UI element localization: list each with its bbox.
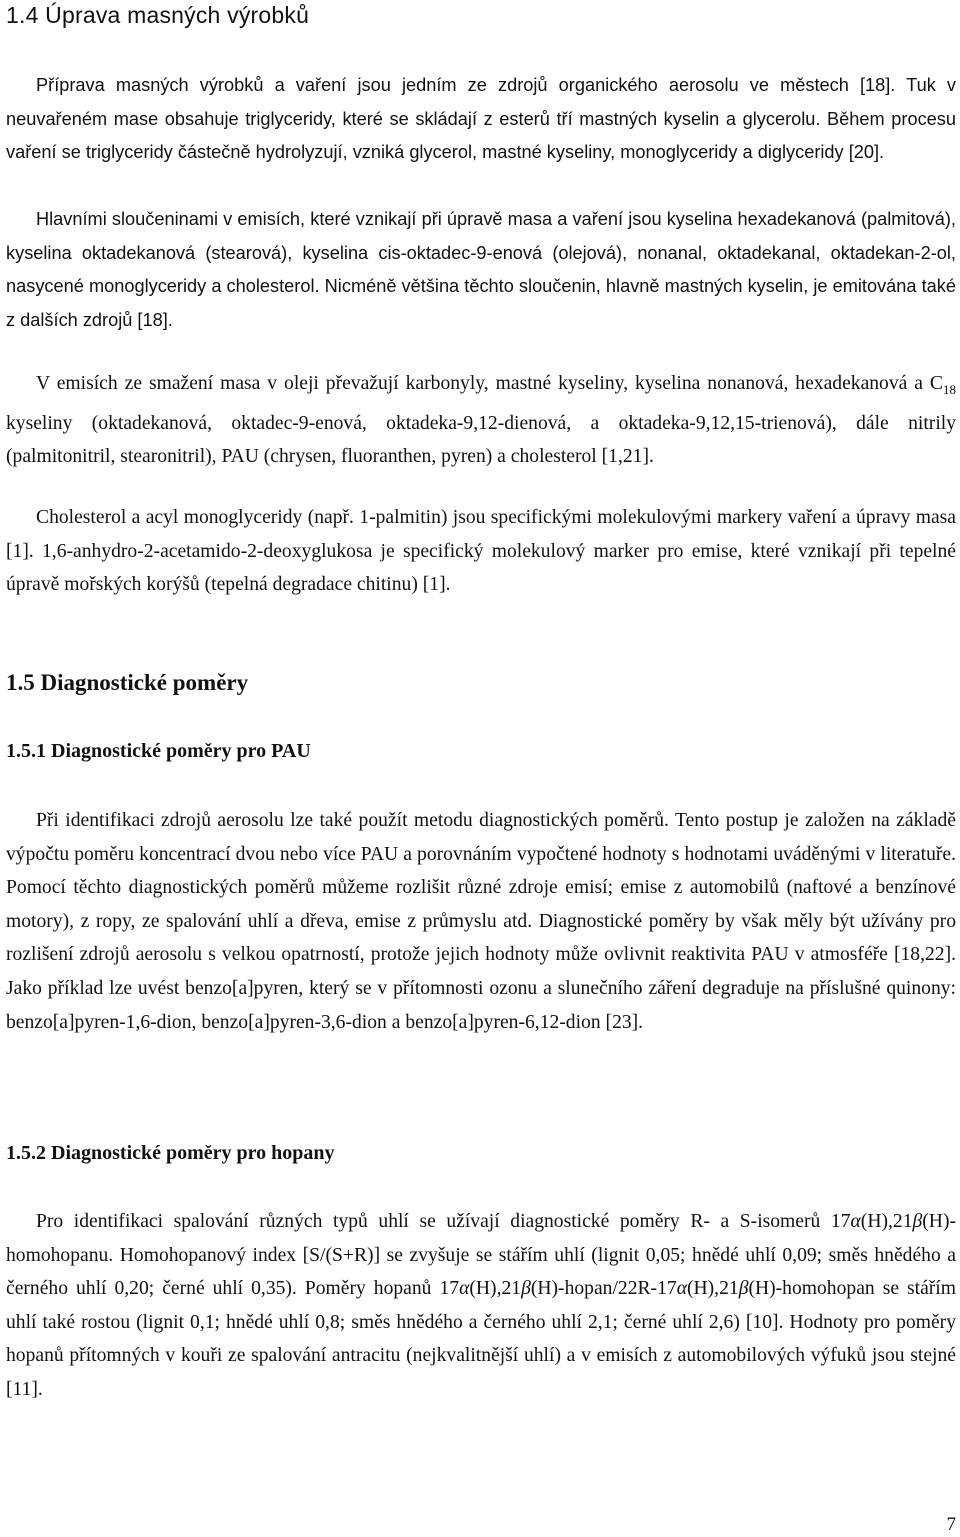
text-seg: (H)-homohopan se stářím uhlí také rostou (lignit 0,1; hnědé uhlí 0,8; směs hnědého a černého uhlí 2,1; černé uhlí 2,6) [10]. Hodnoty pro poměry hopanů přítomných v kouři ze spalování antracitu (nejkvalitnější uhlí) a v emisích z automobilových výfuků jsou stejné [11].: [6, 1278, 956, 1400]
paragraph-hopane-ratios: [6, 1205, 956, 1407]
text-seg: (H),21: [860, 1211, 913, 1232]
c18-subscript: 18: [943, 381, 956, 397]
beta-symbol: β: [912, 1211, 923, 1232]
beta-symbol: β: [521, 1278, 531, 1300]
page-number: 7: [946, 1514, 956, 1535]
heading-1-5-1: 1.5.1 Diagnostické poměry pro PAU: [6, 740, 311, 762]
text-seg: (H),21: [469, 1278, 522, 1300]
paragraph-pau-ratios: Při identifikaci zdrojů aerosolu lze také použít metodu diagnostických poměrů. Tento postup je založen na základě výpočtu poměru koncentrací dvou nebo více PAU a porovnáním vypočtené hodnoty s hodnotami uváděnými v literatuře. Pomocí těchto diagnostických poměrů můžeme rozlišit různé zdroje emisí; emise z automobilů (naftové a benzínové motory), z ropy, ze spalování uhlí a dřeva, emise z průmyslu atd. Diagnostické poměry by však měly být užívány pro rozlišení zdrojů aerosolu s velkou opatrností, protože jejich hodnoty může ovlivnit reaktivita PAU v atmosféře [18,22]. Jako příklad lze uvést benzo[a]pyren, který se v přítomnosti ozonu a slunečního záření degraduje na příslušné quinony: benzo[a]pyren-1,6-dion, benzo[a]pyren-3,6-dion a benzo[a]pyren-6,12-dion [23].: [6, 810, 956, 1033]
beta-symbol: β: [738, 1278, 749, 1300]
paragraph-cholesterol-markers: Cholesterol a acyl monoglyceridy (např. 1-palmitin) jsou specifickými molekulovými markery vaření a úpravy masa [1]. 1,6-anhydro-2-acetamido-2-deoxyglukosa je specifický molekulový marker pro emise, které vznikají při tepelné úpravě mořských korýšů (tepelná degradace chitinu) [1].: [6, 507, 956, 596]
text-seg: Pro identifikaci spalování různých typů uhlí se užívají diagnostické poměry R- a S-isomerů 17: [36, 1211, 851, 1232]
alpha-symbol: α: [850, 1211, 861, 1232]
text-seg: (H),21: [686, 1278, 739, 1300]
heading-1-5-2: 1.5.2 Diagnostické poměry pro hopany: [6, 1142, 335, 1164]
heading-1-4: 1.4 Úprava masných výrobků: [6, 2, 310, 28]
alpha-symbol: α: [676, 1278, 687, 1300]
text-seg: (H)-homohopanu. Homohopanový index [S/(S+R)] se zvyšuje se stářím uhlí (lignit 0,05; hnědé uhlí 0,09; směs hnědého a černého uhlí 0,20; černé uhlí 0,35). Poměry hopanů 17: [6, 1211, 956, 1300]
frying-text-start: V emisích ze smažení masa v oleji převažují karbonyly, mastné kyseliny, kyselina nonanová, hexadekanová a C: [36, 373, 943, 394]
heading-1-5: 1.5 Diagnostické poměry: [6, 670, 249, 695]
paragraph-main-compounds: Hlavními sloučeninami v emisích, které vznikají při úpravě masa a vaření jsou kyselina hexadekanová (palmitová), kyselina oktadekanová (stearová), kyselina cis-oktadec-9-enová (olejová), nonanal, oktadekanal, oktadekan-2-ol, nasycené monoglyceridy a cholesterol. Nicméně většina těchto sloučenin, hlavně mastných kyselin, je emitována také z dalších zdrojů [18].: [6, 209, 956, 330]
frying-text-end: kyseliny (oktadekanová, oktadec-9-enová, oktadeka-9,12-dienová, a oktadeka-9,12,15-trienová), dále nitrily (palmitonitril, stearonitril), PAU (chrysen, fluoranthen, pyren) a cholesterol [1,21].: [6, 412, 956, 468]
alpha-symbol: α: [459, 1278, 470, 1300]
text-seg: (H)-hopan/22R-17: [530, 1278, 677, 1300]
paragraph-frying-emissions: [6, 367, 956, 474]
paragraph-meat-preparation: Příprava masných výrobků a vaření jsou jedním ze zdrojů organického aerosolu ve městech [18]. Tuk v neuvařeném mase obsahuje triglyceridy, které se skládají z esterů tří mastných kyselin a glycerolu. Během procesu vaření se triglyceridy částečně hydrolyzují, vzniká glycerol, mastné kyseliny, monoglyceridy a diglyceridy [20].: [6, 75, 956, 163]
